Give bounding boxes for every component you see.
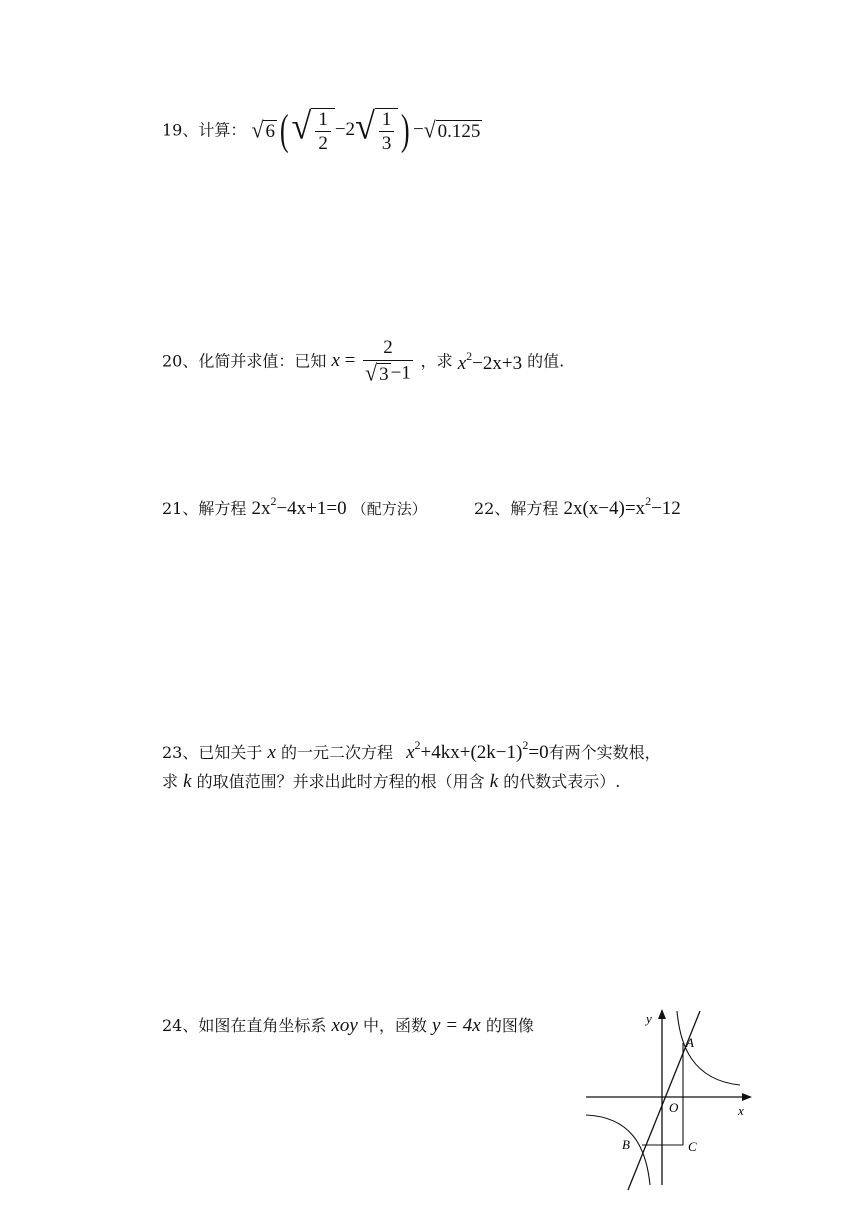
x-axis-label: x (738, 1103, 744, 1118)
sqrt-decimal: 0.125 (437, 120, 481, 142)
point-a-label: A (686, 1035, 694, 1050)
function-expression: y = 4x (432, 1015, 481, 1036)
fraction-denominator: √ 3 −1 (365, 360, 411, 386)
question-19-expression: √ 6 ( √ $\frac{1}{2}$ −2 √ $\frac{1}{3}$ ) − √ 0.125 (251, 104, 481, 154)
question-21 (162, 495, 427, 518)
question-24-label: 24、如图在直角坐标系 (162, 1016, 327, 1035)
method-note: （配方法） (351, 500, 427, 518)
equals-sign: = (344, 349, 356, 371)
var-k: k (183, 771, 192, 792)
question-19 (162, 104, 482, 154)
coordinate-system: xoy (331, 1015, 358, 1036)
equation-part: x (406, 742, 415, 763)
question-20-label: 20、化简并求值：已知 (162, 351, 327, 371)
question-23-line-1 (162, 739, 661, 762)
fraction-numerator: 2 (363, 338, 413, 361)
minus-two: −2 (334, 118, 356, 140)
exponent: 2 (522, 738, 529, 752)
fraction-numerator: 1 (315, 110, 331, 132)
text: 的取值范围？并求出此时方程的根（用含 (196, 772, 485, 791)
point-b-label: B (622, 1137, 630, 1152)
coordinate-figure (580, 1005, 770, 1195)
text: 的图像 (485, 1016, 534, 1035)
equation-part: 2x(x−4)=x (563, 498, 646, 519)
question-19-label: 19、计算： (162, 120, 247, 140)
text: 求 (162, 772, 179, 791)
text: 的一元二次方程 (281, 743, 394, 762)
y-axis-arrow-icon (658, 1009, 666, 1019)
minus-one: −1 (390, 362, 411, 384)
equation-part: −4x+1=0 (276, 498, 347, 519)
text: 23、已知关于 (162, 743, 263, 762)
var-x: x (331, 349, 340, 371)
var-x: x (267, 742, 276, 763)
fraction-denominator: 2 (318, 133, 328, 154)
text: 的代数式表示）. (503, 772, 621, 791)
fraction-denominator: 3 (381, 133, 392, 154)
equation-part: −12 (651, 498, 681, 519)
question-20 (162, 338, 564, 385)
question-22-label: 22、解方程 (474, 499, 559, 518)
question-22 (474, 495, 681, 518)
exponent: 2 (270, 494, 277, 508)
y-axis-label: y (646, 1011, 652, 1026)
question-23-line-2 (162, 772, 620, 791)
equation-part: +4kx+(2k−1) (420, 742, 523, 763)
text: 中，函数 (362, 1016, 427, 1035)
origin-label: O (669, 1100, 679, 1115)
point-c-label: C (688, 1139, 697, 1154)
exponent: 2 (645, 494, 652, 508)
question-24 (162, 1016, 534, 1035)
hyperbola-branch-lower (586, 1115, 650, 1185)
sqrt-three: 3 (379, 364, 389, 385)
var-k: k (489, 771, 499, 792)
x-axis-arrow-icon (742, 1093, 752, 1101)
question-20-tail: 的值. (527, 351, 565, 371)
fraction (362, 338, 414, 385)
exponent: 2 (466, 348, 473, 363)
polynomial-rest: −2x+3 (472, 352, 523, 374)
equation-part: =0 (528, 742, 549, 763)
equation-part: 2x (251, 498, 271, 519)
var-x: x (457, 352, 467, 374)
exponent: 2 (414, 738, 421, 752)
text: 有两个实数根， (548, 743, 661, 762)
fraction-numerator: 1 (379, 110, 395, 132)
question-21-label: 21、解方程 (162, 499, 247, 518)
sqrt-six: 6 (265, 120, 275, 142)
question-20-mid: ，求 (420, 351, 453, 371)
